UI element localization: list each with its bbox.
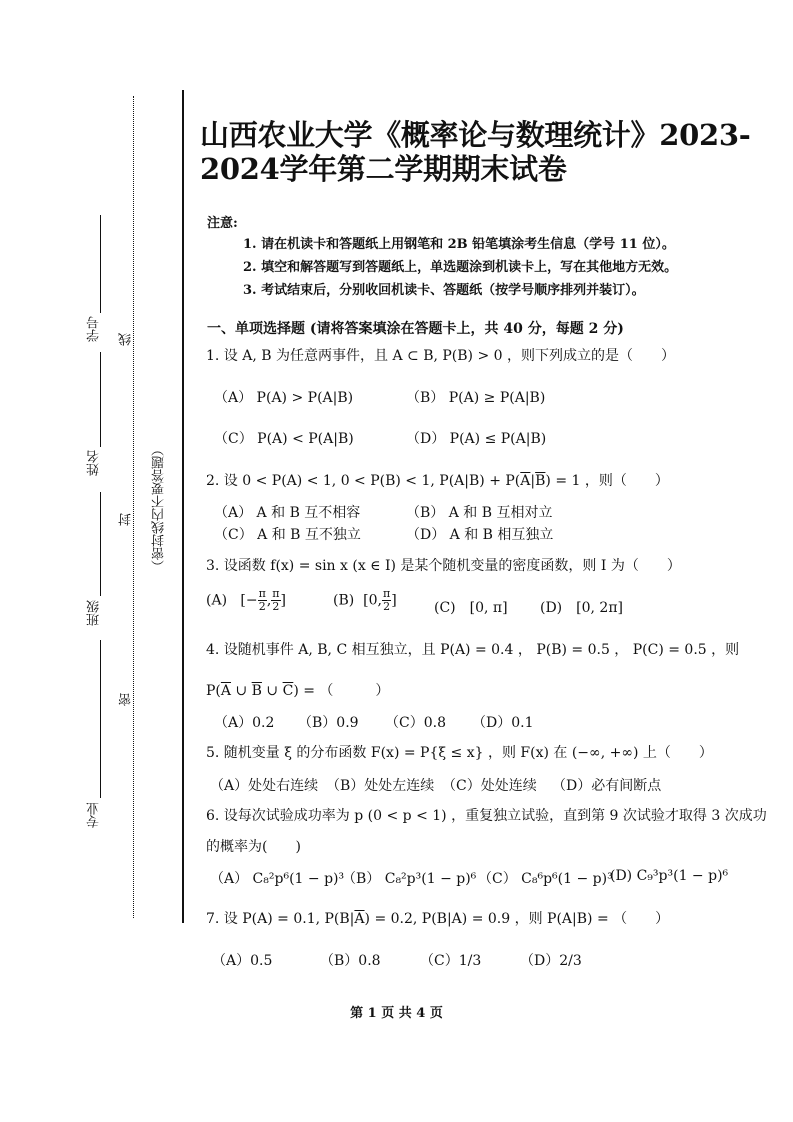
q4-stem: 4. 设随机事件 A, B, C 相互独立，且 P(A) = 0.4 ， P(B) = 0.5 ， P(C) = 0.5 ，则 bbox=[206, 642, 740, 658]
margin-seal-char: 封 bbox=[119, 513, 134, 526]
q1-option-a[interactable]: （A） P(A) > P(A|B) bbox=[214, 390, 354, 406]
notice-item-3: 3. 考试结束后，分别收回机读卡、答题纸（按学号顺序排列并装订）。 bbox=[243, 283, 645, 298]
q1-option-c[interactable]: （C） P(A) < P(A|B) bbox=[214, 431, 354, 447]
q3-a-label: (A) bbox=[206, 592, 228, 609]
q2-stem-post: ) = 1 ，则（ ） bbox=[545, 473, 669, 489]
q3-option-a[interactable]: (A) [− $\frac{\pi}{2}$ , $\frac{\pi}{2}$ ] bbox=[206, 587, 286, 613]
margin-secret-char: 密 bbox=[119, 693, 134, 706]
q5-stem: 5. 随机变量 ξ 的分布函数 F(x) = P{ξ ≤ x} ，则 F(x) 在 (−∞, +∞) 上（ ） bbox=[206, 745, 713, 761]
page-number: 第 1 页 共 4 页 bbox=[350, 1006, 443, 1021]
q4-option-b[interactable]: （B）0.9 bbox=[298, 715, 359, 731]
margin-line-char: 线 bbox=[119, 333, 134, 346]
notice-item-2: 2. 填空和解答题写到答题纸上，单选题涂到机读卡上，写在其他地方无效。 bbox=[243, 260, 678, 275]
q4-option-c[interactable]: （C）0.8 bbox=[385, 715, 446, 731]
q3-b-label: (B) bbox=[333, 592, 355, 609]
exam-title: 山西农业大学《概率论与数理统计》2023-2024学年第二学期期末试卷 bbox=[200, 118, 751, 186]
q3-a-frac1: $\frac{\pi}{2}$ bbox=[258, 587, 266, 613]
q5-option-d[interactable]: （D）必有间断点 bbox=[552, 778, 662, 794]
q3-a-close: ] bbox=[280, 592, 286, 609]
margin-name-blank[interactable] bbox=[100, 352, 102, 447]
seal-dotted-line bbox=[133, 96, 134, 918]
margin-major-blank[interactable] bbox=[100, 640, 102, 798]
q5-option-a[interactable]: （A）处处右连续 bbox=[210, 778, 319, 794]
margin-divider-line bbox=[182, 90, 184, 923]
q2-option-d[interactable]: （D） A 和 B 相互独立 bbox=[406, 527, 554, 543]
q5-option-c[interactable]: （C）处处连续 bbox=[442, 778, 537, 794]
margin-major-label: 专业 bbox=[87, 802, 102, 828]
q2-option-b[interactable]: （B） A 和 B 互相对立 bbox=[406, 505, 553, 521]
q3-a-frac2: $\frac{\pi}{2}$ bbox=[272, 587, 280, 613]
q3-option-d[interactable]: (D) [0, 2π] bbox=[540, 600, 623, 616]
margin-student-id-blank[interactable] bbox=[100, 215, 102, 313]
q3-option-b[interactable] bbox=[333, 588, 397, 613]
q3-b-close: ] bbox=[391, 592, 397, 609]
q7-option-c[interactable]: （C）1/3 bbox=[420, 953, 482, 969]
q1-stem: 1. 设 A, B 为任意两事件，且 A ⊂ B, P(B) > 0 ，则下列成立的是（ ） bbox=[206, 348, 676, 364]
q2-stem bbox=[206, 470, 669, 490]
margin-student-id-label: 学号 bbox=[87, 316, 102, 342]
q2-a-bar: $\overline{A}$ bbox=[520, 473, 531, 489]
q4-a-bar: $\overline{A}$ bbox=[220, 683, 232, 699]
q7-stem: 7. 设 P(A) = 0.1, $P(B|\overline{A}) = 0.2$, P(B|A) = 0.9 ，则 P(A|B) = （ ） bbox=[206, 911, 670, 927]
q7-a-bar: $\overline{A}$ bbox=[354, 911, 365, 927]
q2-bar-sep: | bbox=[530, 473, 536, 489]
q2-b-bar: $\overline{B}$ bbox=[535, 473, 546, 489]
q3-b-open: [0, bbox=[363, 592, 382, 609]
q6-option-b[interactable]: （B） C₈²p³(1 − p)⁶ bbox=[342, 871, 477, 887]
q1-option-d[interactable]: （D） P(A) ≤ P(A|B) bbox=[406, 431, 547, 447]
margin-class-label: 班级 bbox=[87, 600, 102, 626]
q4-b-bar: $\overline{B}$ bbox=[251, 683, 262, 699]
q3-stem: 3. 设函数 f(x) = sin x (x ∈ I) 是某个随机变量的密度函数，则 I 为（ ） bbox=[206, 558, 681, 574]
q6-option-c[interactable]: （C） C₈⁶p⁶(1 − p)³ bbox=[478, 871, 613, 887]
margin-class-blank[interactable] bbox=[100, 492, 102, 596]
q6-stem-line1: 6. 设每次试验成功率为 p (0 < p < 1) ，重复独立试验，直到第 9 次试验才取得 3 次成功 bbox=[206, 808, 767, 824]
q6-option-d[interactable]: (D) C₉³p³(1 − p)⁶ bbox=[610, 868, 729, 884]
q7-option-a[interactable]: （A）0.5 bbox=[212, 953, 273, 969]
q7-option-b[interactable]: （B）0.8 bbox=[320, 953, 381, 969]
q1-option-b[interactable]: （B） P(A) ≥ P(A|B) bbox=[406, 390, 546, 406]
q6-stem-line2: 的概率为( ) bbox=[206, 839, 301, 855]
q4-expression: $P(\overline{A}$ ∪ $\overline{B}$ ∪ $\overline{C}$) = （ ） bbox=[206, 683, 390, 699]
q5-option-b[interactable]: （B）处处左连续 bbox=[326, 778, 435, 794]
q6-option-a[interactable]: （A） C₈²p⁶(1 − p)³ bbox=[210, 871, 345, 887]
margin-warning: （密封线内不要答题） bbox=[152, 443, 167, 573]
q3-option-c[interactable]: (C) [0, π] bbox=[434, 600, 508, 616]
q2-option-c[interactable]: （C） A 和 B 互不独立 bbox=[214, 527, 361, 543]
q2-stem-pre: 2. 设 0 < P(A) < 1, 0 < P(B) < 1, P(A|B) + P( bbox=[206, 473, 521, 489]
q7-option-d[interactable]: （D）2/3 bbox=[520, 953, 582, 969]
q4-option-a[interactable]: （A）0.2 bbox=[214, 715, 275, 731]
section-heading: 一、单项选择题 (请将答案填涂在答题卡上，共 40 分，每题 2 分) bbox=[207, 321, 624, 337]
q4-option-d[interactable]: （D）0.1 bbox=[472, 715, 534, 731]
q4-c-bar: $\overline{C}$ bbox=[282, 683, 294, 699]
q2-option-a[interactable]: （A） A 和 B 互不相容 bbox=[214, 505, 361, 521]
q3-a-open: [− bbox=[240, 592, 258, 609]
margin-name-label: 姓名 bbox=[87, 450, 102, 476]
notice-heading: 注意: bbox=[207, 216, 238, 231]
q3-b-frac: $\frac{\pi}{2}$ bbox=[382, 587, 391, 613]
notice-item-1: 1. 请在机读卡和答题纸上用钢笔和 2B 铅笔填涂考生信息（学号 11 位）。 bbox=[243, 237, 675, 252]
